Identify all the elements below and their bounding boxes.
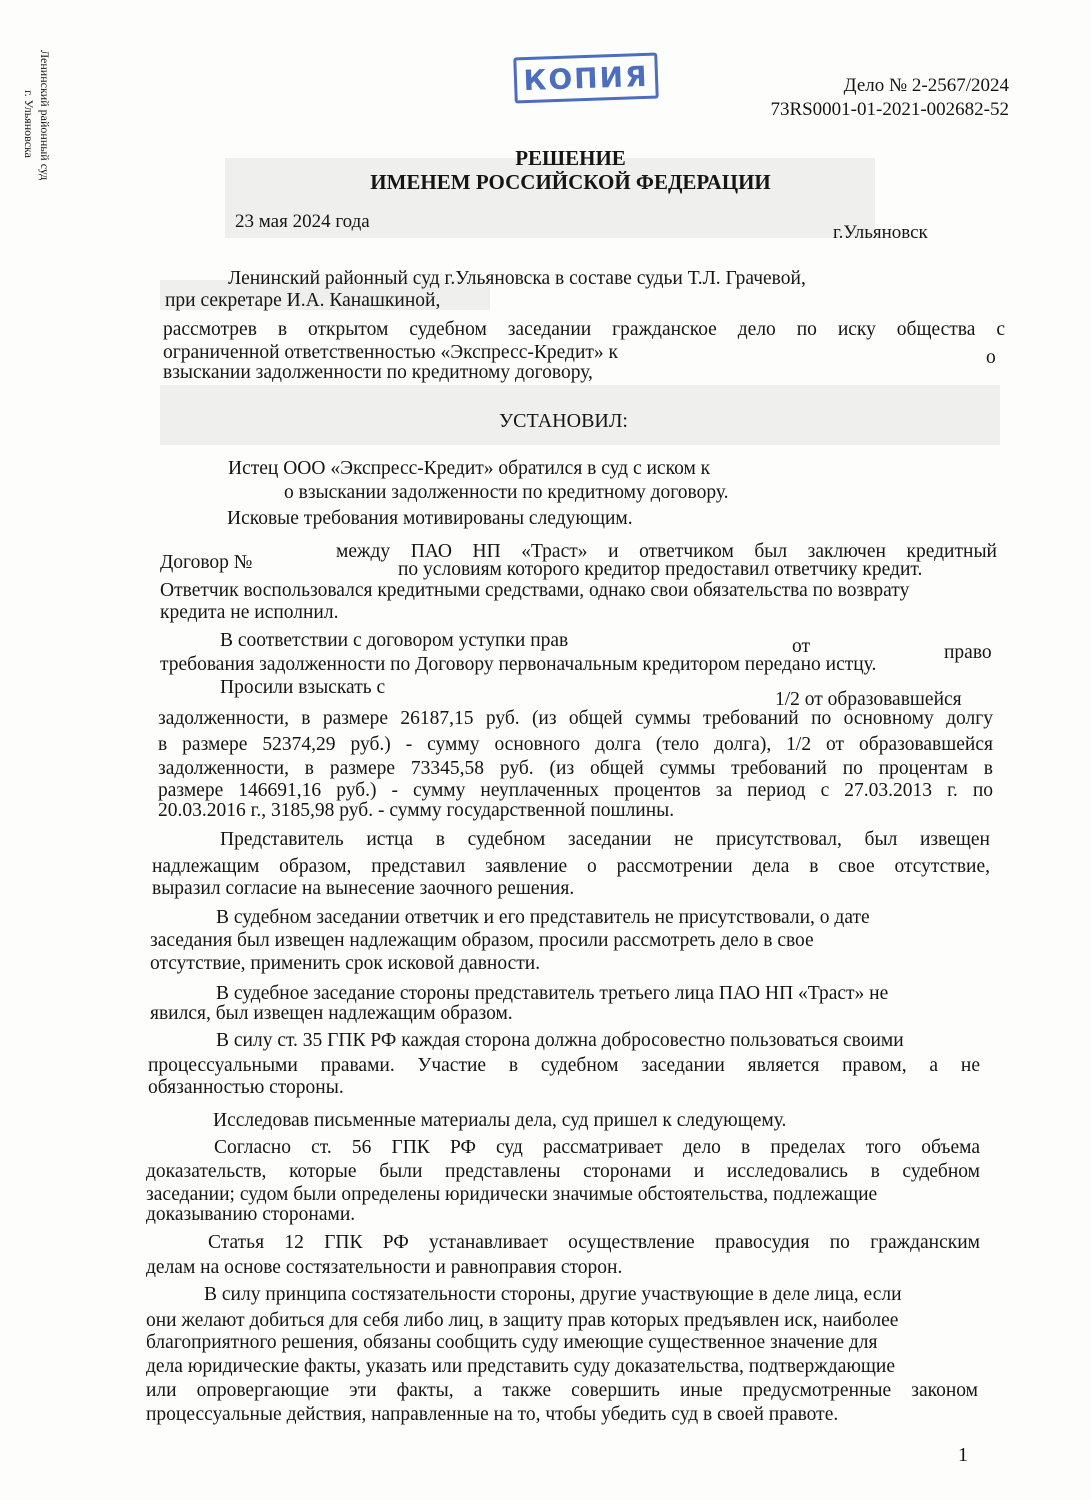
body-line: право: [944, 642, 992, 663]
case-number: Дело № 2-2567/2024: [843, 75, 1009, 96]
body-line: процессуальными правами. Участие в судебном заседании является правом, а не: [148, 1055, 980, 1076]
body-line: доказательств, которые были представлены сторонами и исследовались в судебном: [146, 1161, 980, 1182]
body-line: о взыскании задолженности по кредитному договору.: [284, 482, 729, 503]
body-line: В силу принципа состязательности стороны, другие участвующие в деле лица, если: [204, 1284, 902, 1305]
body-line: Ответчик воспользовался кредитными средствами, однако свои обязательства по возврату: [160, 580, 910, 601]
body-line: В судебное заседание стороны представитель третьего лица ПАО НП «Траст» не: [216, 983, 889, 1004]
body-line: заседании; судом были определены юридически значимые обстоятельства, подлежащие: [146, 1184, 878, 1205]
body-line: кредита не исполнил.: [160, 602, 339, 623]
body-line: Представитель истца в судебном заседании не присутствовал, был извещен: [220, 829, 990, 850]
body-line: обязанностью стороны.: [148, 1077, 344, 1098]
body-line: 20.03.2016 г., 3185,98 руб. - сумму государственной пошлины.: [158, 800, 675, 821]
body-line: задолженности, в размере 73345,58 руб. (из общей суммы требований по процентам в: [158, 758, 993, 779]
body-line: доказыванию сторонами.: [146, 1204, 356, 1225]
body-line: Исковые требования мотивированы следующим.: [227, 508, 633, 529]
body-line: дела юридические факты, указать или представить суду доказательства, подтверждающие: [146, 1356, 896, 1377]
body-line: они желают добиться для себя либо лиц, в защиту прав которых предъявлен иск, наиболее: [146, 1310, 899, 1331]
case-info: [770, 74, 1009, 122]
intro-line: рассмотрев в открытом судебном заседании гражданское дело по иску общества с: [163, 319, 1005, 340]
body-line: в размере 52374,29 руб.) - сумму основного долга (тело долга), 1/2 от образовавшейся: [158, 734, 993, 755]
body-line: Согласно ст. 56 ГПК РФ суд рассматривает дело в пределах того объема: [214, 1137, 980, 1158]
body-line: задолженности, в размере 26187,15 руб. (из общей суммы требований по основному долгу: [158, 708, 993, 729]
body-line: Исследовав письменные материалы дела, суд пришел к следующему.: [213, 1110, 787, 1131]
body-line: Договор №: [160, 552, 253, 573]
intro-line: о: [986, 347, 996, 368]
body-line: Статья 12 ГПК РФ устанавливает осуществление правосудия по гражданским: [208, 1232, 980, 1253]
body-line: от: [792, 636, 811, 657]
body-line: В соответствии с договором уступки прав: [220, 630, 569, 651]
intro-line: Ленинский районный суд г.Ульяновска в составе судьи Т.Л. Грачевой,: [228, 268, 806, 289]
body-line: В силу ст. 35 ГПК РФ каждая сторона должна добросовестно пользоваться своими: [216, 1030, 904, 1051]
side-stamp-line2: г. Ульяновска: [22, 90, 36, 159]
body-line: Просили взыскать с: [220, 677, 386, 698]
body-line: размере 146691,16 руб.) - сумму неуплаченных процентов за период с 27.03.2013 г. по: [158, 780, 993, 801]
intro-line: ограниченной ответственностью «Экспресс-Кредит» к: [163, 342, 619, 363]
body-line: надлежащим образом, представил заявление о рассмотрении дела в свое отсутствие,: [152, 856, 990, 877]
page-number: 1: [958, 1444, 968, 1466]
body-line: благоприятного решения, обязаны сообщить суду имеющие существенное значение для: [146, 1332, 878, 1353]
body-line: 1/2 от образовавшейся: [775, 689, 962, 710]
body-line: Истец ООО «Экспресс-Кредит» обратился в суд с иском к: [228, 458, 711, 479]
decision-city: г.Ульяновск: [833, 222, 928, 243]
decision-date: 23 мая 2024 года: [235, 211, 370, 232]
case-uid: 73RS0001-01-2021-002682-52: [770, 99, 1009, 120]
body-line: между ПАО НП «Траст» и ответчиком был заключен кредитный: [336, 541, 997, 562]
side-stamp-line1: Ленинский районный суд: [38, 50, 52, 181]
body-line: по условиям которого кредитор предоставил ответчику кредит.: [398, 559, 923, 580]
document-title: РЕШЕНИЕ: [515, 146, 626, 170]
intro-line: при секретаре И.А. Канашкиной,: [165, 290, 441, 311]
body-line: процессуальные действия, направленные на то, чтобы убедить суд в своей правоте.: [146, 1404, 839, 1425]
body-line: явился, был извещен надлежащим образом.: [150, 1003, 513, 1024]
body-line: выразил согласие на вынесение заочного решения.: [152, 878, 575, 899]
document-subtitle: ИМЕНЕМ РОССИЙСКОЙ ФЕДЕРАЦИИ: [370, 170, 771, 194]
body-line: делам на основе состязательности и равноправия сторон.: [146, 1257, 623, 1278]
body-line: В судебном заседании ответчик и его представитель не присутствовали, о дате: [216, 907, 870, 928]
body-line: или опровергающие эти факты, а также совершить иные предусмотренные законом: [146, 1380, 978, 1401]
body-line: требования задолженности по Договору первоначальным кредитором передано истцу.: [160, 654, 877, 675]
body-line: заседания был извещен надлежащим образом, просили рассмотреть дело в свое: [150, 930, 814, 951]
section-heading: УСТАНОВИЛ:: [499, 410, 628, 432]
body-line: отсутствие, применить срок исковой давности.: [150, 953, 541, 974]
intro-line: взыскании задолженности по кредитному договору,: [163, 362, 593, 383]
copy-stamp: КОПИЯ: [513, 53, 659, 104]
